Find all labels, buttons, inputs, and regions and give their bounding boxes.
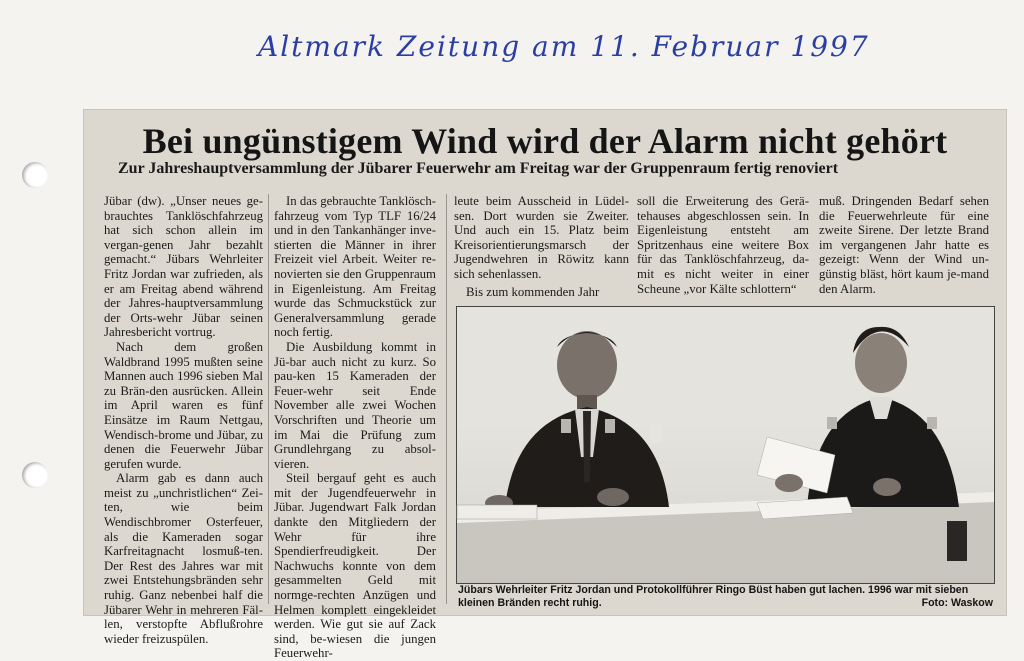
punch-hole-bottom — [22, 462, 48, 488]
article-column-5 — [819, 194, 989, 306]
paragraph: leute beim Ausscheid in Lüdel-sen. Dort wurden sie Zweiter. Und auch ein 15. Platz beim Kreisorientierungsmarsch der Jugendwehren in Röwitz kann sich sehenlassen. — [454, 194, 629, 281]
article-photo — [456, 306, 995, 584]
photo-credit: Foto: Waskow — [921, 597, 993, 609]
newspaper-clipping — [84, 110, 1006, 661]
paragraph: Die Ausbildung kommt in Jü-bar auch nicht zu kurz. So pau-ken 15 Kameraden der Feuer-wehr seit Ende November alle zwei Wochen Vorschriften und Theorie um im Mai die Prüfung zum Grundlehrgang zu absol-vieren. — [274, 339, 436, 471]
article-headline: Bei ungünstigem Wind wird der Alarm nicht gehört — [142, 121, 948, 161]
column-rule — [268, 194, 269, 604]
paragraph: Alarm gab es dann auch meist zu „unchristlichen“ Zei-ten, wie beim Wendischbromer Osterfeuer, als die Kameraden sogar Karfreitagnacht losmuß-ten. Der Rest des Jahres war mit zwei Entstehungsbränden sehr ruhig. Ganz nebenbei half die Jübarer Wehr in mehreren Fäl-len, verstopfte Abflußrohre wieder freizuspülen. — [104, 471, 263, 646]
paragraph: soll die Erweiterung des Gerä-tehauses abgeschlossen sein. In Eigenleistung entsteht am Spritzenhaus eine weitere Box für das Tanklöschfahrzeug, da-mit es nicht weiter in einer Scheune „vor Kälte schlottern“ — [637, 194, 809, 296]
handwritten-annotation: Altmark Zeitung am 11. Februar 1997 — [258, 30, 870, 63]
caption-text: Jübars Wehrleiter Fritz Jordan und Protokollführer Ringo Büst haben gut lachen. 1996 war mit sieben kleinen Bränden recht ruhig. — [458, 584, 969, 609]
article-subheadline: Zur Jahreshauptversammlung der Jübarer Feuerwehr am Freitag war der Gruppenraum fertig renoviert — [118, 160, 839, 177]
photo-illustration — [457, 307, 994, 583]
paragraph: Nach dem großen Waldbrand 1995 mußten seine Mannen auch 1996 sieben Mal zu Brän-den ausrücken. Allein im April waren es fünf Einsätze im Raum Nettgau, Wendisch-brome und Jübar, zu denen die Feuerwehr Jübar gerufen wurde. — [104, 339, 263, 471]
paragraph: Steil bergauf geht es auch mit der Jugendfeuerwehr in Jübar. Jugendwart Falk Jordan dankte den Mitgliedern der Wehr für ihre Spendierfreudigkeit. Der Nachwuchs konnte von dem gesammelten Geld mit normge-rechten Anzügen und Helmen komplett eingekleidet werden. Wie gut sie auf Zack sind, be-wiesen die jungen Feuerwehr- — [274, 471, 436, 661]
paragraph: muß. Dringenden Bedarf sehen die Feuerwehrleute für eine zweite Sirene. Der letzte Brand im vergangenen Jahr hatte es gezeigt: Wenn der Wind un-günstig bläst, hört kaum je-mand den Alarm. — [819, 194, 989, 296]
paragraph: In das gebrauchte Tanklösch-fahrzeug vom Typ TLF 16/24 und in den Tankanhänger inve-stierten die Männer in ihrer Freizeit viel Arbeit. Weiter re-novierten sie den Gruppenraum in Eigenleistung. Am Freitag wurde das Schmuckstück zur Generalversammlung gerade noch fertig. — [274, 194, 436, 340]
article-column-1 — [104, 194, 263, 646]
article-column-2 — [274, 194, 436, 661]
punch-hole-top — [22, 162, 48, 188]
article-column-4 — [637, 194, 809, 306]
column-rule — [446, 194, 447, 604]
paragraph: Jübar (dw). „Unser neues ge-brauchtes Tanklöschfahrzeug hat sich schon allein im vergan-genen Jahr bezahlt gemacht.“ Jübars Wehrleiter Fritz Jordan war zufrieden, als er am Freitag abend während der Jahres-hauptversammlung der Orts-wehr Jübar seinen Jahresbericht vortrug. — [104, 194, 263, 340]
paragraph: Bis zum kommenden Jahr — [466, 285, 600, 299]
article-column-3-continuation — [454, 285, 629, 300]
photo-caption — [458, 584, 993, 610]
